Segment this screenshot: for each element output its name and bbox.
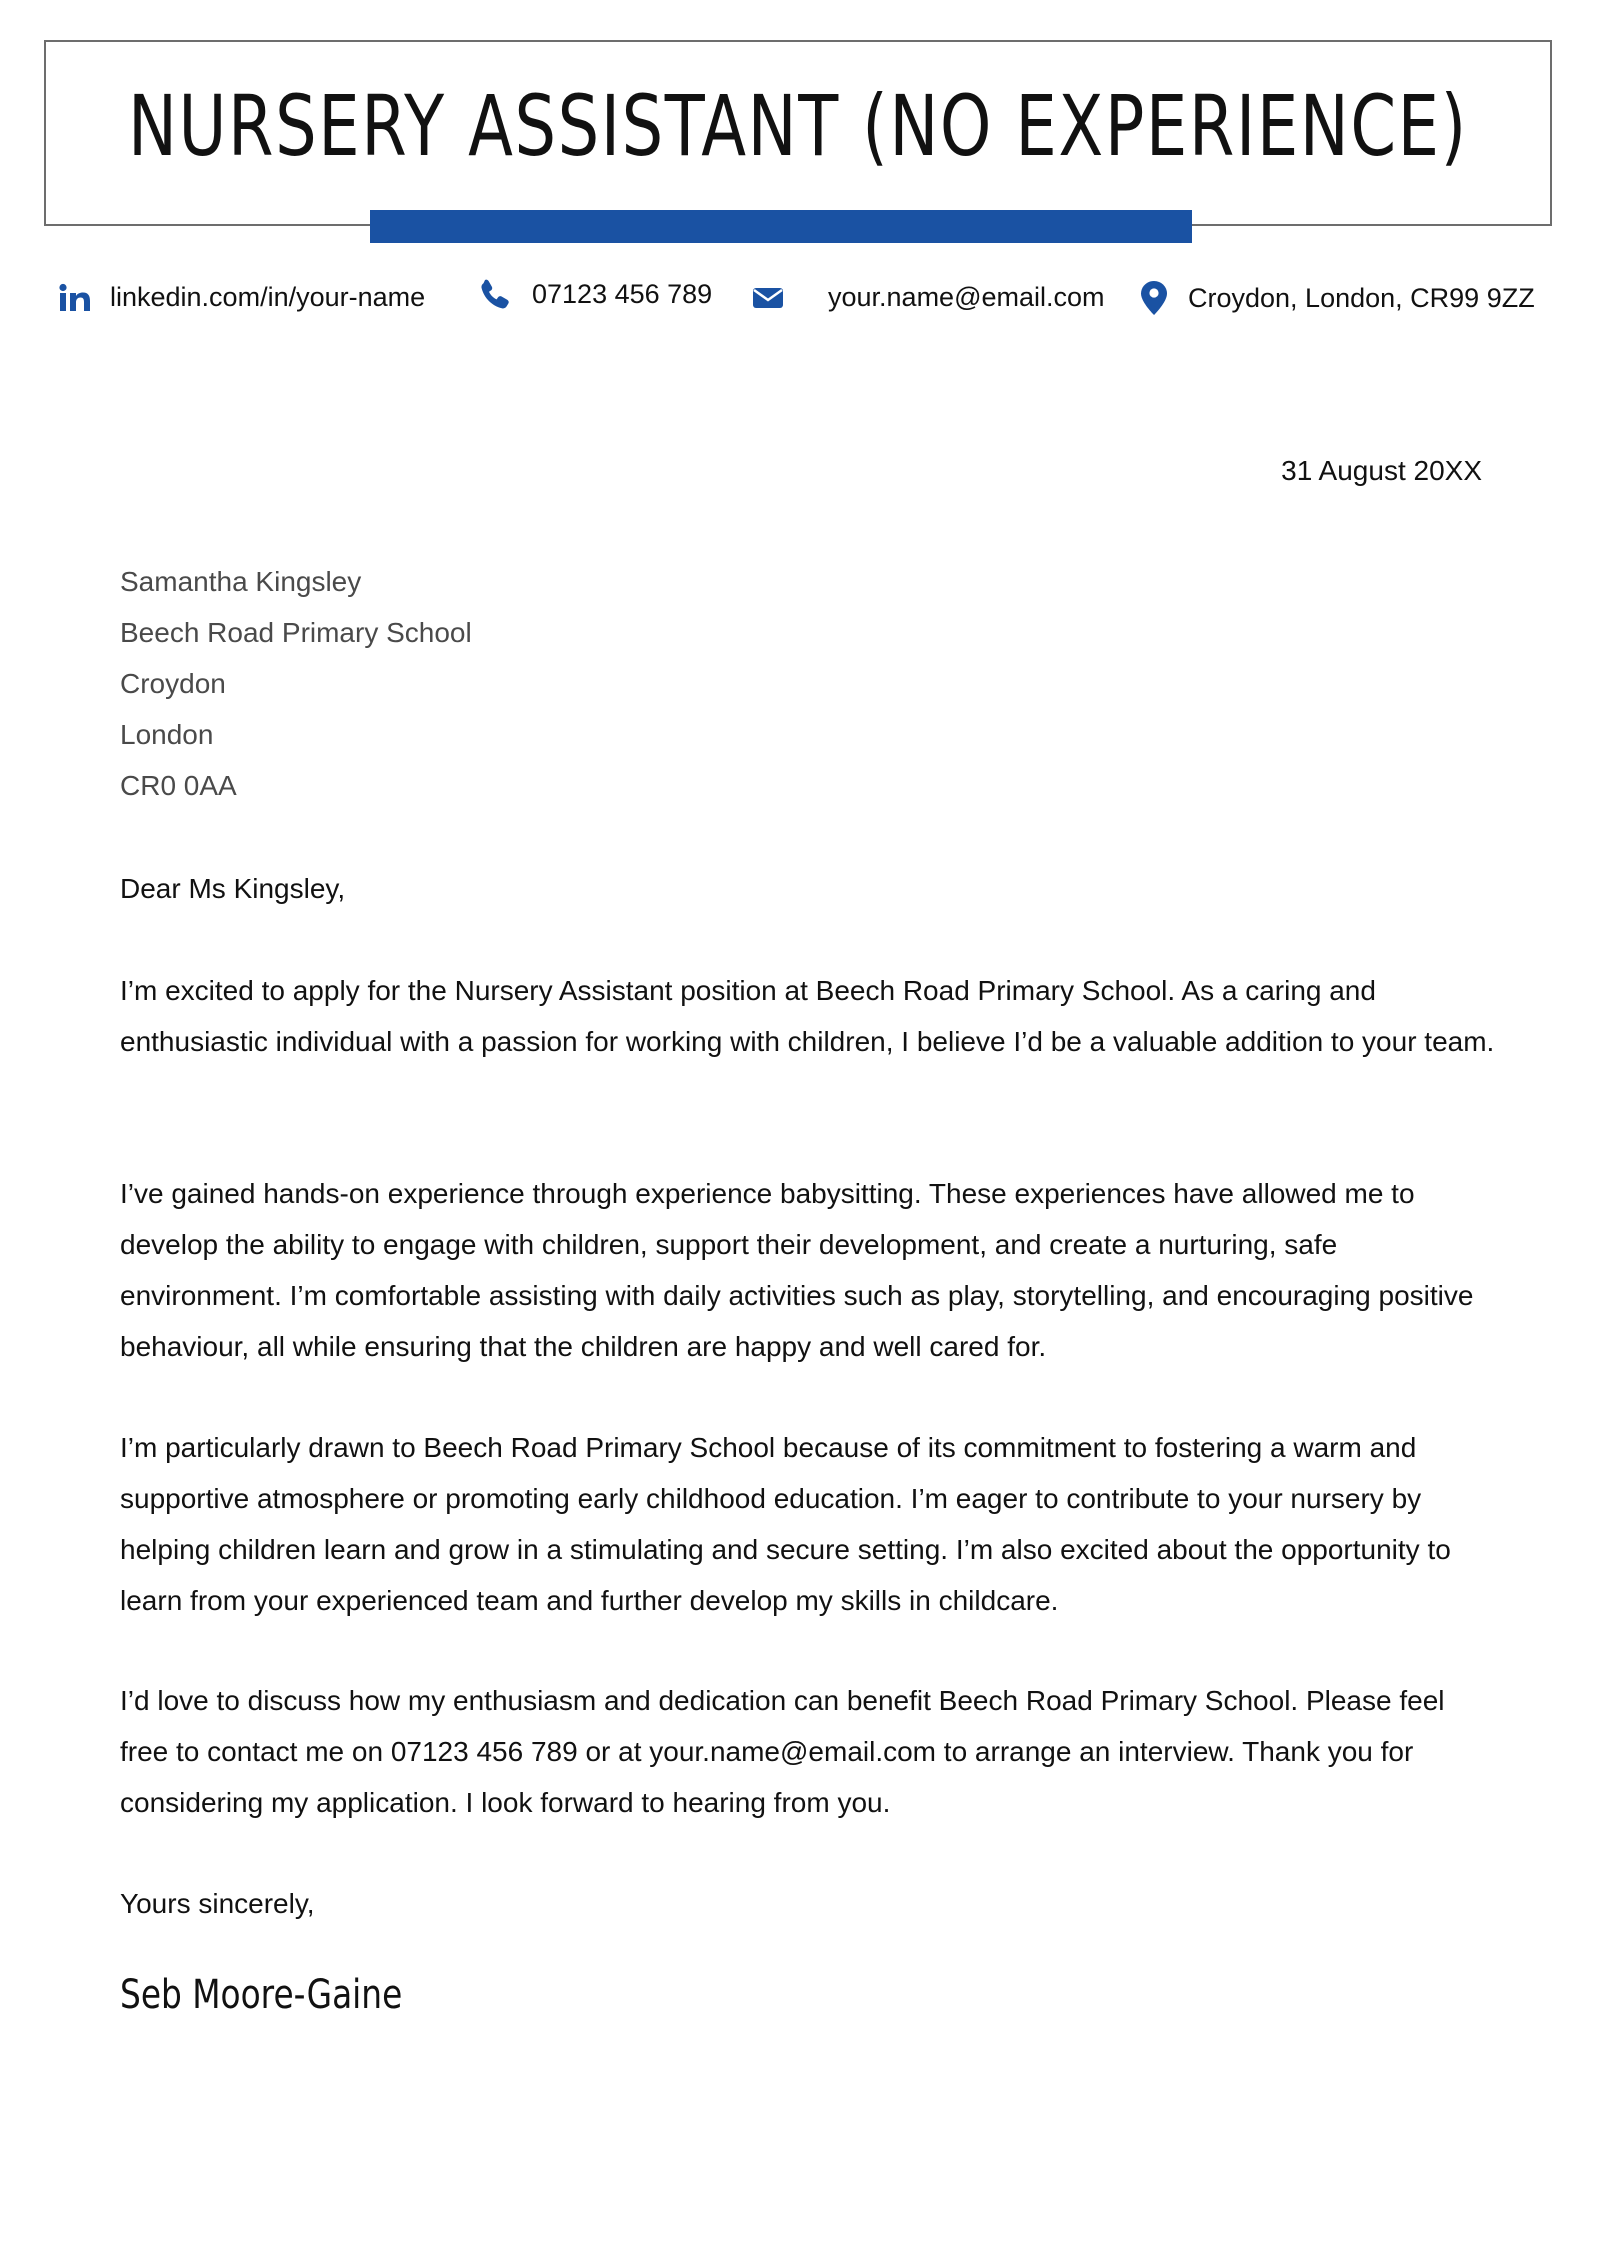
letter-date: 31 August 20XX xyxy=(1281,455,1482,486)
recipient-name: Samantha Kingsley xyxy=(120,566,362,597)
phone-text: 07123 456 789 xyxy=(532,278,713,309)
contact-linkedin[interactable] xyxy=(58,282,425,313)
recipient-organisation: Beech Road Primary School xyxy=(120,617,472,648)
recipient-address xyxy=(120,556,1490,811)
recipient-city: London xyxy=(120,719,214,750)
linkedin-text: linkedin.com/in/your-name xyxy=(110,282,426,312)
location-text: Croydon, London, CR99 9ZZ xyxy=(1188,282,1535,313)
accent-bar xyxy=(370,210,1192,243)
contact-email[interactable] xyxy=(752,282,1105,313)
salutation: Dear Ms Kingsley, xyxy=(120,873,346,904)
page-title: NURSERY ASSISTANT (NO EXPERIENCE) xyxy=(128,77,1468,175)
location-pin-icon xyxy=(1140,280,1168,316)
recipient-town: Croydon xyxy=(120,668,226,699)
linkedin-icon xyxy=(58,283,92,313)
contact-row xyxy=(0,278,1600,328)
body-paragraph-3: I’m particularly drawn to Beech Road Primary School because of its commitment to fostering a warm and supportive atmosphere or promoting early childhood education. I’m eager to contribute to your nursery by helping children learn and grow in a stimulating and secure setting. I’m also excited about the opportunity to learn from your experienced team and further develop my skills in childcare. xyxy=(120,1432,1451,1616)
body-paragraph-1: I’m excited to apply for the Nursery Assistant position at Beech Road Primary School. As a caring and enthusiastic individual with a passion for working with children, I believe I’d be a valuable addition to your team. xyxy=(120,975,1495,1057)
body-paragraph-4: I’d love to discuss how my enthusiasm and dedication can benefit Beech Road Primary School. Please feel free to contact me on 07123 456 789 or at your.name@email.com to arrange an interview. Thank you for considering my application. I look forward to hearing from you. xyxy=(120,1685,1445,1818)
closing: Yours sincerely, xyxy=(120,1888,315,1919)
signature: Seb Moore-Gaine xyxy=(120,1972,403,2018)
recipient-postcode: CR0 0AA xyxy=(120,770,237,801)
contact-phone[interactable] xyxy=(478,278,712,310)
phone-icon xyxy=(478,278,510,310)
email-icon xyxy=(752,285,784,311)
title-box xyxy=(44,40,1552,226)
body-paragraph-2: I’ve gained hands-on experience through experience babysitting. These experiences have allowed me to develop the ability to engage with children, support their development, and create a nurturing, safe environment. I’m comfortable assisting with daily activities such as play, storytelling, and encouraging positive behaviour, all while ensuring that the children are happy and well cared for. xyxy=(120,1178,1474,1362)
contact-location[interactable] xyxy=(1140,280,1535,316)
email-text: your.name@email.com xyxy=(828,282,1105,312)
